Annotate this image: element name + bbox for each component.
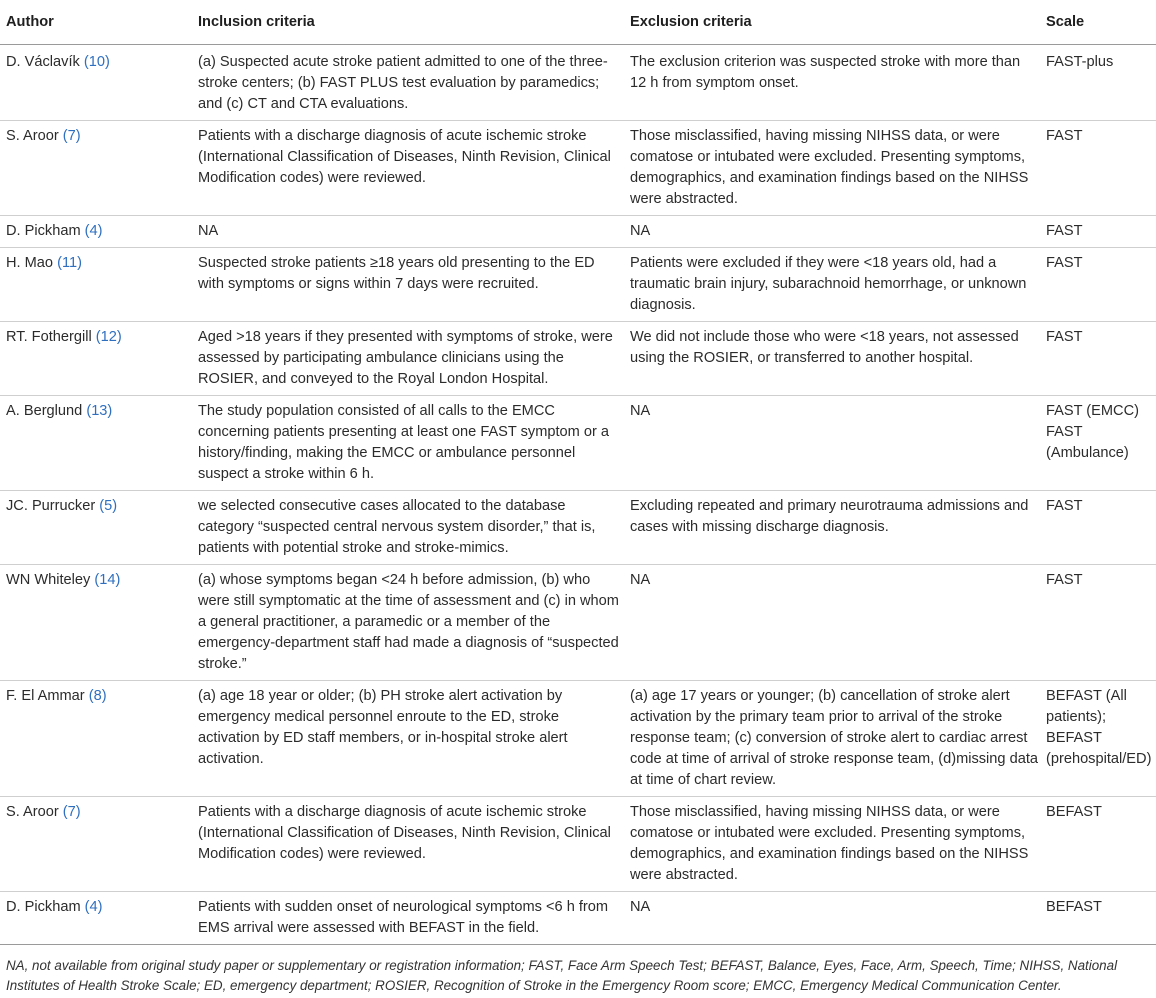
scale-cell: BEFAST (All patients); BEFAST (prehospital/ED) xyxy=(1042,681,1156,797)
header-row xyxy=(0,0,1156,45)
scale-cell: FAST xyxy=(1042,121,1156,216)
reference-link[interactable]: (8) xyxy=(88,688,107,704)
reference-link[interactable]: (4) xyxy=(84,899,103,915)
inclusion-cell: Aged >18 years if they presented with symptoms of stroke, were assessed by participating ambulance clinicians using the ROSIER, and conveyed to the Royal London Hospital. xyxy=(194,322,626,396)
inclusion-cell: (a) whose symptoms began <24 h before admission, (b) who were still symptomatic at the time of assessment and (c) in whom a general practitioner, a paramedic or a member of the emergency-department staff had made a diagnosis of “suspected stroke.” xyxy=(194,565,626,681)
scale-cell: FAST xyxy=(1042,322,1156,396)
table-row xyxy=(0,322,1156,396)
author-cell xyxy=(0,216,194,248)
author-name: RT. Fothergill xyxy=(6,329,92,345)
author-name: A. Berglund xyxy=(6,403,83,419)
author-name: D. Pickham xyxy=(6,223,81,239)
scale-cell: BEFAST xyxy=(1042,797,1156,892)
table-row xyxy=(0,396,1156,491)
reference-link[interactable]: (7) xyxy=(62,804,81,820)
table-row xyxy=(0,892,1156,945)
table-row xyxy=(0,797,1156,892)
exclusion-cell: We did not include those who were <18 years, not assessed using the ROSIER, or transferred to another hospital. xyxy=(626,322,1042,396)
inclusion-cell: NA xyxy=(194,216,626,248)
author-name: D. Pickham xyxy=(6,899,81,915)
inclusion-cell: Suspected stroke patients ≥18 years old presenting to the ED with symptoms or signs within 7 days were recruited. xyxy=(194,248,626,322)
exclusion-cell: NA xyxy=(626,216,1042,248)
author-name: S. Aroor xyxy=(6,128,59,144)
inclusion-cell: Patients with a discharge diagnosis of acute ischemic stroke (International Classification of Diseases, Ninth Revision, Clinical Modification codes) were reviewed. xyxy=(194,797,626,892)
exclusion-cell: Patients were excluded if they were <18 years old, had a traumatic brain injury, subarachnoid hemorrhage, or unknown diagnosis. xyxy=(626,248,1042,322)
table-row xyxy=(0,45,1156,121)
inclusion-cell: Patients with a discharge diagnosis of acute ischemic stroke (International Classification of Diseases, Ninth Revision, Clinical Modification codes) were reviewed. xyxy=(194,121,626,216)
author-cell xyxy=(0,45,194,121)
scale-cell: FAST xyxy=(1042,491,1156,565)
exclusion-cell: (a) age 17 years or younger; (b) cancellation of stroke alert activation by the primary team prior to arrival of the stroke response team; (c) conversion of stroke alert to cardiac arrest code at time of arrival of stroke response team, (d)missing data at time of chart review. xyxy=(626,681,1042,797)
author-name: JC. Purrucker xyxy=(6,498,96,514)
header-exclusion: Exclusion criteria xyxy=(626,0,1042,45)
header-scale: Scale xyxy=(1042,0,1156,45)
exclusion-cell: Those misclassified, having missing NIHSS data, or were comatose or intubated were excluded. Presenting symptoms, demographics, and examination findings based on the NIHSS were abstracted. xyxy=(626,121,1042,216)
scale-cell: FAST-plus xyxy=(1042,45,1156,121)
author-cell xyxy=(0,797,194,892)
author-cell xyxy=(0,491,194,565)
author-name: WN Whiteley xyxy=(6,572,91,588)
author-name: S. Aroor xyxy=(6,804,59,820)
scale-cell: FAST xyxy=(1042,565,1156,681)
exclusion-cell: Excluding repeated and primary neurotrauma admissions and cases with missing discharge diagnosis. xyxy=(626,491,1042,565)
reference-link[interactable]: (11) xyxy=(57,255,82,271)
table-body xyxy=(0,45,1156,945)
scale-cell: FAST xyxy=(1042,216,1156,248)
inclusion-cell: we selected consecutive cases allocated to the database category “suspected central nervous system disorder,” that is, patients with potential stroke and stroke-mimics. xyxy=(194,491,626,565)
exclusion-cell: Those misclassified, having missing NIHSS data, or were comatose or intubated were excluded. Presenting symptoms, demographics, and examination findings based on the NIHSS were abstracted. xyxy=(626,797,1042,892)
inclusion-cell: Patients with sudden onset of neurological symptoms <6 h from EMS arrival were assessed with BEFAST in the field. xyxy=(194,892,626,945)
author-cell xyxy=(0,565,194,681)
author-name: F. El Ammar xyxy=(6,688,85,704)
exclusion-cell: NA xyxy=(626,396,1042,491)
exclusion-cell: NA xyxy=(626,892,1042,945)
table-row xyxy=(0,681,1156,797)
reference-link[interactable]: (13) xyxy=(86,403,113,419)
table-row xyxy=(0,565,1156,681)
header-inclusion: Inclusion criteria xyxy=(194,0,626,45)
reference-link[interactable]: (5) xyxy=(99,498,118,514)
table-row xyxy=(0,491,1156,565)
table-header xyxy=(0,0,1156,45)
reference-link[interactable]: (10) xyxy=(83,54,110,70)
author-name: D. Václavík xyxy=(6,54,80,70)
author-cell xyxy=(0,248,194,322)
author-cell xyxy=(0,121,194,216)
author-cell xyxy=(0,681,194,797)
table-row xyxy=(0,248,1156,322)
table-row xyxy=(0,121,1156,216)
scale-cell: BEFAST xyxy=(1042,892,1156,945)
author-cell xyxy=(0,322,194,396)
reference-link[interactable]: (14) xyxy=(94,572,121,588)
exclusion-cell: NA xyxy=(626,565,1042,681)
scale-cell: FAST xyxy=(1042,248,1156,322)
reference-link[interactable]: (7) xyxy=(62,128,81,144)
reference-link[interactable]: (4) xyxy=(84,223,103,239)
inclusion-cell: (a) age 18 year or older; (b) PH stroke alert activation by emergency medical personnel enroute to the ED, stroke activation by ED staff members, or in-hospital stroke alert activation. xyxy=(194,681,626,797)
table-row xyxy=(0,216,1156,248)
scale-cell: FAST (EMCC) FAST (Ambulance) xyxy=(1042,396,1156,491)
table-footnote: NA, not available from original study paper or supplementary or registration information; FAST, Face Arm Speech Test; BEFAST, Balance, Eyes, Face, Arm, Speech, Time; NIHSS, National Institutes of Health Stroke Scale; ED, emergency department; ROSIER, Recognition of Stroke in the Emergency Room score; EMCC, Emergency Medical Communication Center. xyxy=(6,958,1118,993)
reference-link[interactable]: (12) xyxy=(95,329,122,345)
inclusion-cell: The study population consisted of all calls to the EMCC concerning patients presenting at least one FAST symptom or a history/finding, making the EMCC or ambulance personnel suspect a stroke within 6 h. xyxy=(194,396,626,491)
header-author: Author xyxy=(0,0,194,45)
author-cell xyxy=(0,396,194,491)
exclusion-cell: The exclusion criterion was suspected stroke with more than 12 h from symptom onset. xyxy=(626,45,1042,121)
author-name: H. Mao xyxy=(6,255,54,271)
author-cell xyxy=(0,892,194,945)
inclusion-cell: (a) Suspected acute stroke patient admitted to one of the three-stroke centers; (b) FAST PLUS test evaluation by paramedics; and (c) CT and CTA evaluations. xyxy=(194,45,626,121)
